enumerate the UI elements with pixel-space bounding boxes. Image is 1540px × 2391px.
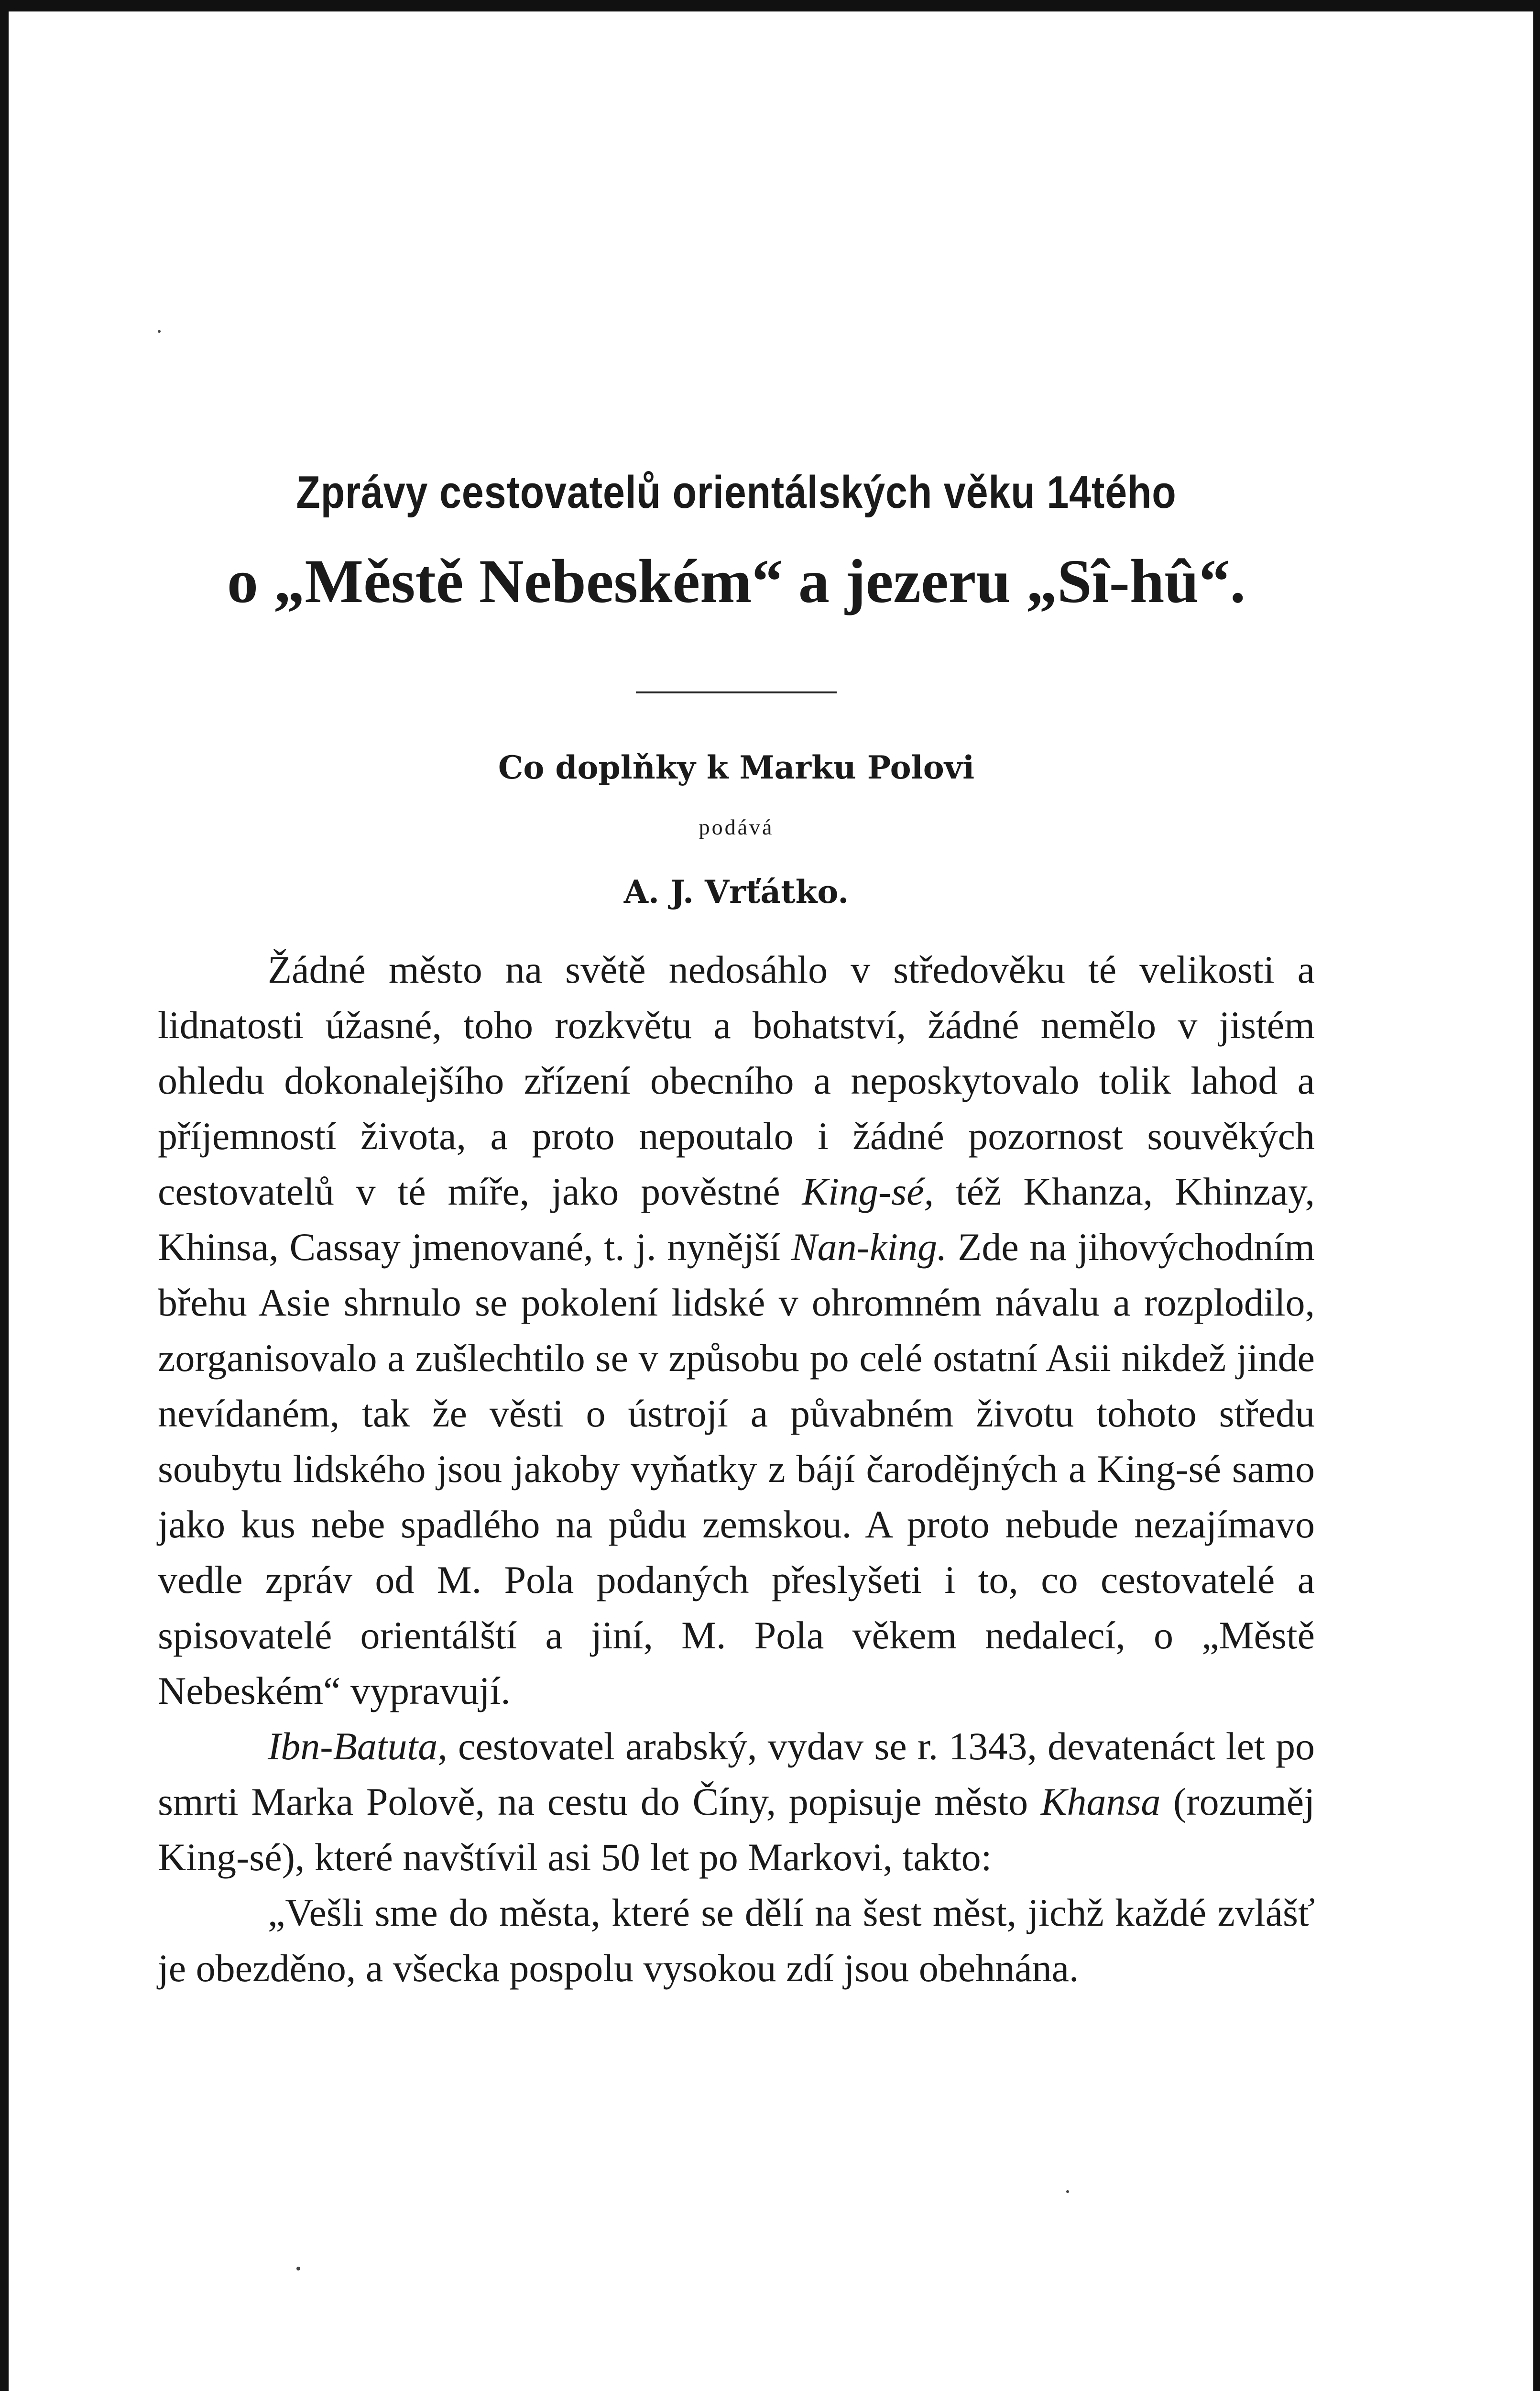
text-run: též Khanza, Khinzay, Khinsa, Cassay jmenované, t. j. nynější <box>158 1170 1315 1269</box>
italic-run: King-sé, <box>802 1170 934 1213</box>
italic-run: Ibn-Batuta, <box>268 1724 448 1768</box>
scan-speck <box>296 2267 300 2270</box>
document-page <box>158 459 1315 1996</box>
author: A. J. Vrťátko. <box>623 873 849 910</box>
title-line-1: Zprávy cestovatelů orientálských věku 14tého <box>296 467 1177 518</box>
text-run: cestovatel arabský, vydav se r. 1343, devatenáct let po smrti Marka Polově, na cestu do Číny, popisuje město <box>158 1724 1315 1823</box>
scan-border-left <box>0 0 9 2391</box>
text-run: Zde na jihovýchodním břehu Asie shrnulo se pokolení lidské v ohromném návalu a rozplodilo, zorganisovalo a zušlechtilo se v způsobu po celé ostatní Asii nikdež jinde nevídaném, tak že věsti o ústrojí a půvabném životu tohoto středu soubytu lidského jsou jakoby vyňatky z bájí čarodějných a King-sé samo jako kus nebe spadlého na půdu zemskou. A proto nebude nezajímavo vedle zpráv od M. Pola podaných přeslyšeti i to, co cestovatelé a spisovatelé orientálští a jiní, M. Pola věkem nedalecí, o „Městě Nebeském“ vypravují. <box>158 1225 1315 1712</box>
italic-run: Nan-king. <box>791 1225 947 1269</box>
scan-border-top <box>0 0 1540 11</box>
text-run: Žádné město na světě nedosáhlo v středověku té velikosti a lidnatosti úžasné, toho rozkvětu a bohatství, žádné nemělo v jistém ohledu dokonalejšího zřízení obecního a neposkytovalo tolik lahod a příjemností života, a proto nepoutalo i žádné pozornost souvěkých cestovatelů v té míře, jako pověstné <box>158 948 1315 1213</box>
subtitle: Co doplňky k Marku Polovi <box>498 749 975 786</box>
paragraph-3 <box>158 1885 1315 1996</box>
scan-speck <box>1066 2190 1069 2193</box>
italic-run: Khansa <box>1040 1780 1161 1823</box>
title-line-2: o „Městě Nebeském“ a jezeru „Sî-hû“. <box>227 547 1246 616</box>
text-run: „Vešli sme do města, které se dělí na šest měst, jichž každé zvlášť je obezděno, a všecka pospolu vysokou zdí jsou obehnána. <box>158 1891 1315 1990</box>
scan-border-right <box>1533 0 1540 2391</box>
paragraph-1 <box>158 942 1315 1719</box>
byline: podává <box>699 815 774 839</box>
title-divider <box>636 691 837 693</box>
scan-speck <box>158 330 161 333</box>
body-text <box>158 942 1315 1996</box>
paragraph-2 <box>158 1719 1315 1885</box>
text-run: (rozuměj King-sé), které navštívil asi 50 let po Markovi, takto: <box>158 1780 1315 1879</box>
